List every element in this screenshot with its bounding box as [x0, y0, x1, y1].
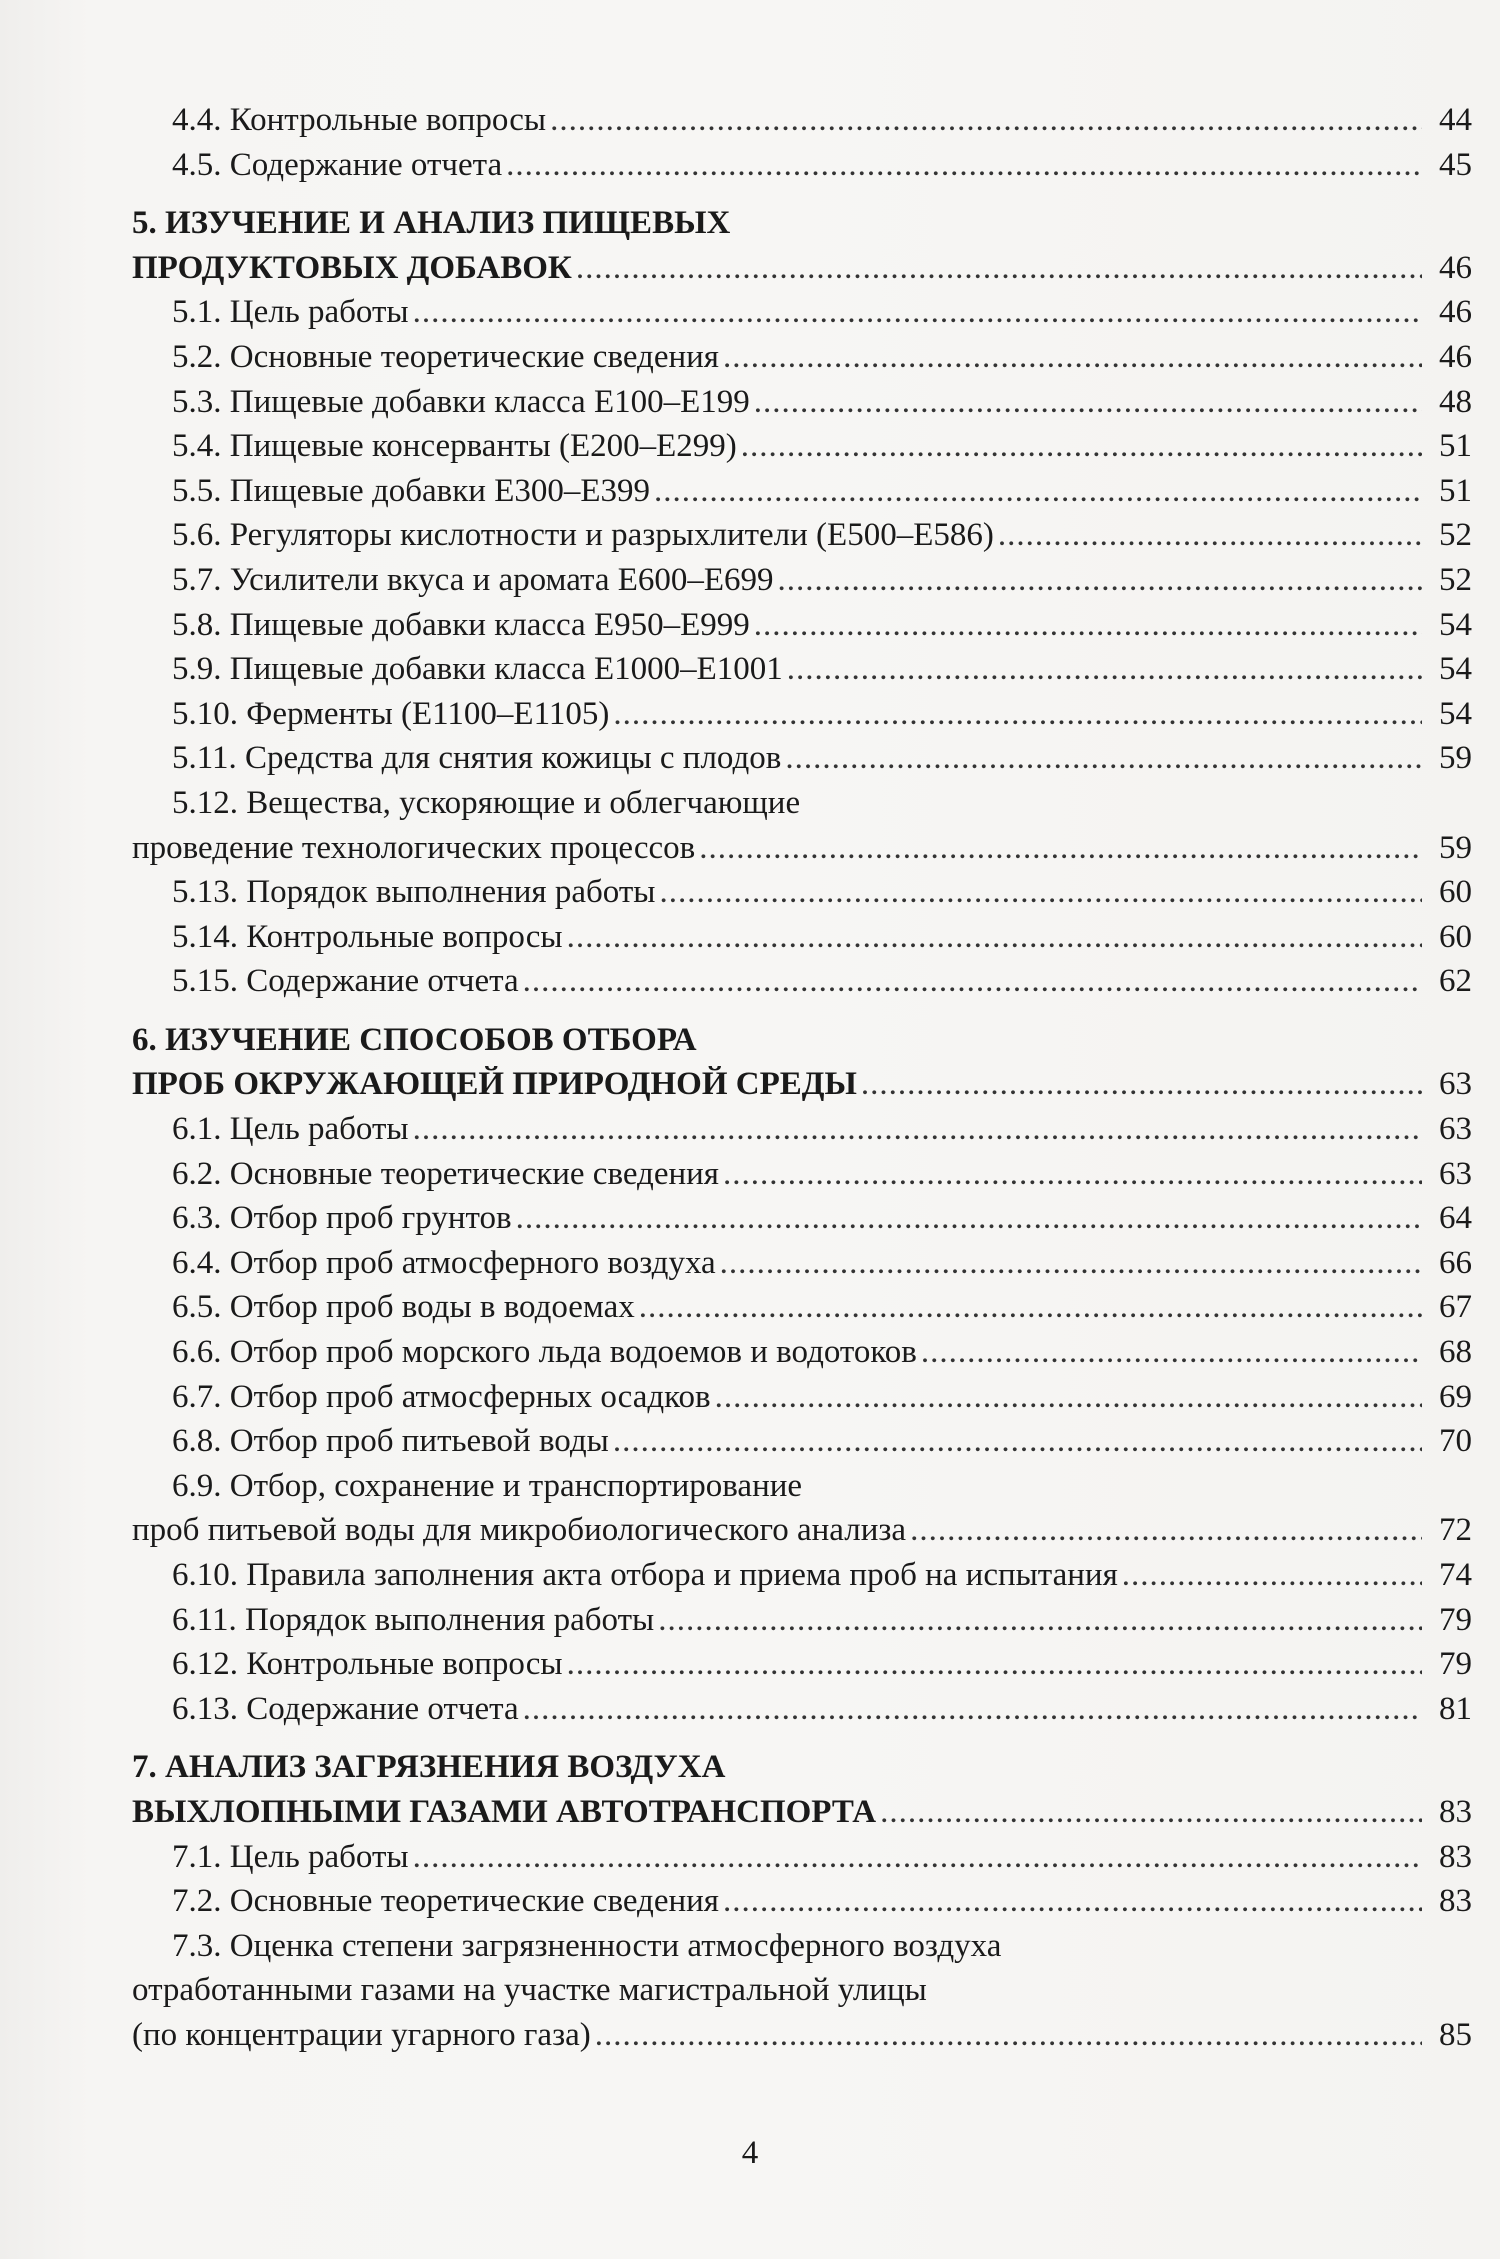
chapter-title: ВЫХЛОПНЫМИ ГАЗАМИ АВТОТРАНСПОРТА	[132, 1793, 877, 1830]
toc-page-number: 67	[1439, 1289, 1472, 1326]
toc-entry-title: 5.2. Основные теоретические сведения	[172, 338, 719, 375]
dot-leader	[741, 424, 1422, 469]
toc-page-number: 83	[1439, 1883, 1472, 1920]
toc-page-number: 45	[1439, 146, 1472, 183]
toc-page-number: 44	[1439, 102, 1472, 138]
toc-page-number: 83	[1439, 1838, 1472, 1875]
toc-entry-title: 5.10. Ферменты (Е1100–Е1105)	[172, 695, 610, 732]
chapter-heading-line: 6. ИЗУЧЕНИЕ СПОСОБОВ ОТБОРА	[132, 1021, 697, 1058]
chapter-heading-line: 5. ИЗУЧЕНИЕ И АНАЛИЗ ПИЩЕВЫХ	[132, 205, 731, 242]
toc-page-number: 63	[1439, 1155, 1472, 1192]
dot-leader	[550, 98, 1422, 143]
dot-leader	[595, 2013, 1422, 2058]
toc-entry	[132, 1687, 1472, 1732]
dot-leader	[723, 1152, 1422, 1197]
toc-entry-title: 5.11. Средства для снятия кожицы с плодов	[172, 740, 782, 777]
toc-page-number: 74	[1439, 1557, 1472, 1593]
toc-entry-title: 6.13. Содержание отчета	[172, 1690, 519, 1727]
toc-entry	[132, 335, 1472, 380]
dot-leader	[523, 959, 1422, 1004]
dot-leader	[567, 915, 1422, 960]
toc-entry-title: 5.4. Пищевые консерванты (Е200–Е299)	[172, 428, 737, 465]
toc-entry	[132, 290, 1472, 335]
dot-leader	[720, 1241, 1422, 1286]
dot-leader	[413, 1107, 1422, 1152]
toc-entry	[132, 915, 1472, 960]
toc-entry-title: 5.7. Усилители вкуса и аромата Е600–Е699	[172, 561, 774, 598]
toc-entry	[132, 603, 1472, 648]
toc-page-number: 46	[1439, 249, 1472, 286]
toc-entry-title: проб питьевой воды для микробиологического анализа	[132, 1512, 907, 1549]
toc-entry	[132, 1419, 1472, 1464]
toc-page-number: 51	[1439, 472, 1472, 509]
chapter-heading	[132, 1062, 1472, 1107]
toc-entry-title: 6.5. Отбор проб воды в водоемах	[172, 1289, 635, 1326]
toc-entry-title: 6.8. Отбор проб питьевой воды	[172, 1423, 609, 1460]
toc-entry-title: 5.6. Регуляторы кислотности и разрыхлители (Е500–Е586)	[172, 517, 994, 554]
dot-leader	[998, 513, 1422, 558]
toc-entry-title: проведение технологических процессов	[132, 829, 696, 866]
toc-entry	[132, 1598, 1472, 1643]
dot-leader	[567, 1642, 1422, 1687]
toc-entry	[132, 424, 1472, 469]
toc-entry	[132, 1107, 1472, 1152]
toc-entry	[132, 1330, 1472, 1375]
toc-entry	[132, 98, 1472, 143]
toc-page-number: 68	[1439, 1334, 1472, 1371]
toc-entry-title: 5.5. Пищевые добавки Е300–Е399	[172, 472, 651, 509]
toc-page-number: 72	[1439, 1512, 1472, 1549]
chapter-title: ПРОБ ОКРУЖАЮЩЕЙ ПРИРОДНОЙ СРЕДЫ	[132, 1066, 857, 1103]
dot-leader	[778, 558, 1422, 603]
chapter-heading	[132, 1790, 1472, 1835]
toc-entry	[132, 1196, 1472, 1241]
dot-leader	[787, 647, 1422, 692]
toc-entry	[132, 1835, 1472, 1880]
toc-page-number: 70	[1439, 1423, 1472, 1460]
dot-leader	[921, 1330, 1422, 1375]
toc-page-number: 59	[1439, 829, 1472, 866]
toc-entry	[132, 513, 1472, 558]
dot-leader	[880, 1790, 1422, 1835]
toc-entry	[132, 959, 1472, 1004]
chapter-heading	[132, 246, 1472, 291]
toc-entry-line: 5.12. Вещества, ускоряющие и облегчающие	[172, 784, 801, 821]
toc-page-number: 66	[1439, 1244, 1472, 1281]
toc-page-number: 52	[1439, 517, 1472, 554]
dot-leader	[658, 1598, 1422, 1643]
chapter-title: ПРОДУКТОВЫХ ДОБАВОК	[132, 249, 572, 286]
toc-entry	[132, 647, 1472, 692]
page-number: 4	[741, 2135, 759, 2171]
toc-entry-line: отработанными газами на участке магистральной улицы	[132, 1972, 927, 2009]
toc-entry-title: 6.11. Порядок выполнения работы	[172, 1601, 655, 1638]
toc-page-number: 60	[1439, 918, 1472, 955]
toc-entry	[132, 870, 1472, 915]
dot-leader	[910, 1508, 1422, 1553]
toc-page-number: 64	[1439, 1200, 1472, 1237]
dot-leader	[699, 826, 1422, 871]
toc-page-number: 62	[1439, 963, 1472, 1000]
dot-leader	[516, 1196, 1422, 1241]
toc-entry-title: 4.5. Содержание отчета	[172, 146, 503, 183]
toc-entry-title: 6.1. Цель работы	[172, 1111, 409, 1148]
toc-entry	[132, 1285, 1472, 1330]
chapter-heading-line: 7. АНАЛИЗ ЗАГРЯЗНЕНИЯ ВОЗДУХА	[132, 1749, 726, 1786]
toc-entry	[132, 1152, 1472, 1197]
toc-entry-title: 6.2. Основные теоретические сведения	[172, 1155, 719, 1192]
dot-leader	[506, 143, 1422, 188]
toc-entry-title: (по концентрации угарного газа)	[132, 2016, 591, 2053]
dot-leader	[754, 603, 1422, 648]
dot-leader	[861, 1062, 1422, 1107]
toc-entry	[132, 1241, 1472, 1286]
toc-page-number: 48	[1439, 383, 1472, 420]
toc-entry-title: 4.4. Контрольные вопросы	[172, 102, 547, 138]
dot-leader	[613, 1419, 1422, 1464]
toc-page-number: 46	[1439, 294, 1472, 331]
dot-leader	[654, 469, 1422, 514]
toc-entry	[132, 1508, 1472, 1553]
toc-entry	[132, 1553, 1472, 1598]
dot-leader	[523, 1687, 1422, 1732]
toc-page-number: 59	[1439, 740, 1472, 777]
toc-page-number: 81	[1439, 1690, 1472, 1727]
toc-page-number: 85	[1439, 2016, 1472, 2053]
toc-entry	[132, 469, 1472, 514]
toc-page-number: 51	[1439, 428, 1472, 465]
toc-entry-title: 5.1. Цель работы	[172, 294, 409, 331]
dot-leader	[613, 692, 1422, 737]
dot-leader	[639, 1285, 1422, 1330]
toc-entry	[132, 1375, 1472, 1420]
toc-page-number: 79	[1439, 1646, 1472, 1683]
toc-entry-title: 5.3. Пищевые добавки класса Е100–Е199	[172, 383, 750, 420]
toc-page-number: 54	[1439, 606, 1472, 643]
dot-leader	[723, 335, 1422, 380]
toc-entry-title: 5.14. Контрольные вопросы	[172, 918, 563, 955]
toc-page-number: 83	[1439, 1793, 1472, 1830]
toc-entry-title: 5.15. Содержание отчета	[172, 963, 519, 1000]
toc-entry-title: 6.12. Контрольные вопросы	[172, 1646, 563, 1683]
toc-entry-title: 5.9. Пищевые добавки класса Е1000–Е1001	[172, 651, 783, 688]
toc-entry-title: 6.4. Отбор проб атмосферного воздуха	[172, 1244, 716, 1281]
toc-page-number: 52	[1439, 561, 1472, 598]
toc-page-number: 46	[1439, 338, 1472, 375]
dot-leader	[1122, 1553, 1422, 1598]
toc-page-number: 54	[1439, 651, 1472, 688]
toc-page-number: 79	[1439, 1601, 1472, 1638]
toc-entry	[132, 143, 1472, 188]
toc-entry	[132, 692, 1472, 737]
toc-page-number: 54	[1439, 695, 1472, 732]
toc-entry-line: 6.9. Отбор, сохранение и транспортирование	[172, 1467, 803, 1504]
dot-leader	[715, 1375, 1422, 1420]
toc-page-number: 63	[1439, 1066, 1472, 1103]
dot-leader	[413, 290, 1422, 335]
toc-entry	[132, 736, 1472, 781]
toc-entry	[132, 1642, 1472, 1687]
toc-entry-title: 6.6. Отбор проб морского льда водоемов и водотоков	[172, 1334, 917, 1371]
dot-leader	[659, 870, 1422, 915]
table-of-contents	[132, 98, 1472, 2058]
toc-entry	[132, 826, 1472, 871]
toc-page-number: 69	[1439, 1378, 1472, 1415]
toc-entry	[132, 558, 1472, 603]
toc-entry-title: 7.1. Цель работы	[172, 1838, 409, 1875]
dot-leader	[723, 1879, 1422, 1924]
toc-entry-title: 6.10. Правила заполнения акта отбора и приема проб на испытания	[172, 1557, 1118, 1593]
toc-page-number: 63	[1439, 1111, 1472, 1148]
toc-entry	[132, 1879, 1472, 1924]
toc-page-number: 60	[1439, 874, 1472, 911]
dot-leader	[576, 246, 1422, 291]
dot-leader	[785, 736, 1422, 781]
toc-entry-title: 5.8. Пищевые добавки класса Е950–Е999	[172, 606, 750, 643]
dot-leader	[413, 1835, 1422, 1880]
toc-entry-title: 7.2. Основные теоретические сведения	[172, 1883, 719, 1920]
toc-entry-title: 6.3. Отбор проб грунтов	[172, 1200, 512, 1237]
toc-entry-line: 7.3. Оценка степени загрязненности атмосферного воздуха	[172, 1927, 1002, 1964]
toc-entry-title: 5.13. Порядок выполнения работы	[172, 874, 656, 911]
toc-entry	[132, 2013, 1472, 2058]
toc-entry	[132, 380, 1472, 425]
dot-leader	[754, 380, 1422, 425]
toc-entry-title: 6.7. Отбор проб атмосферных осадков	[172, 1378, 711, 1415]
